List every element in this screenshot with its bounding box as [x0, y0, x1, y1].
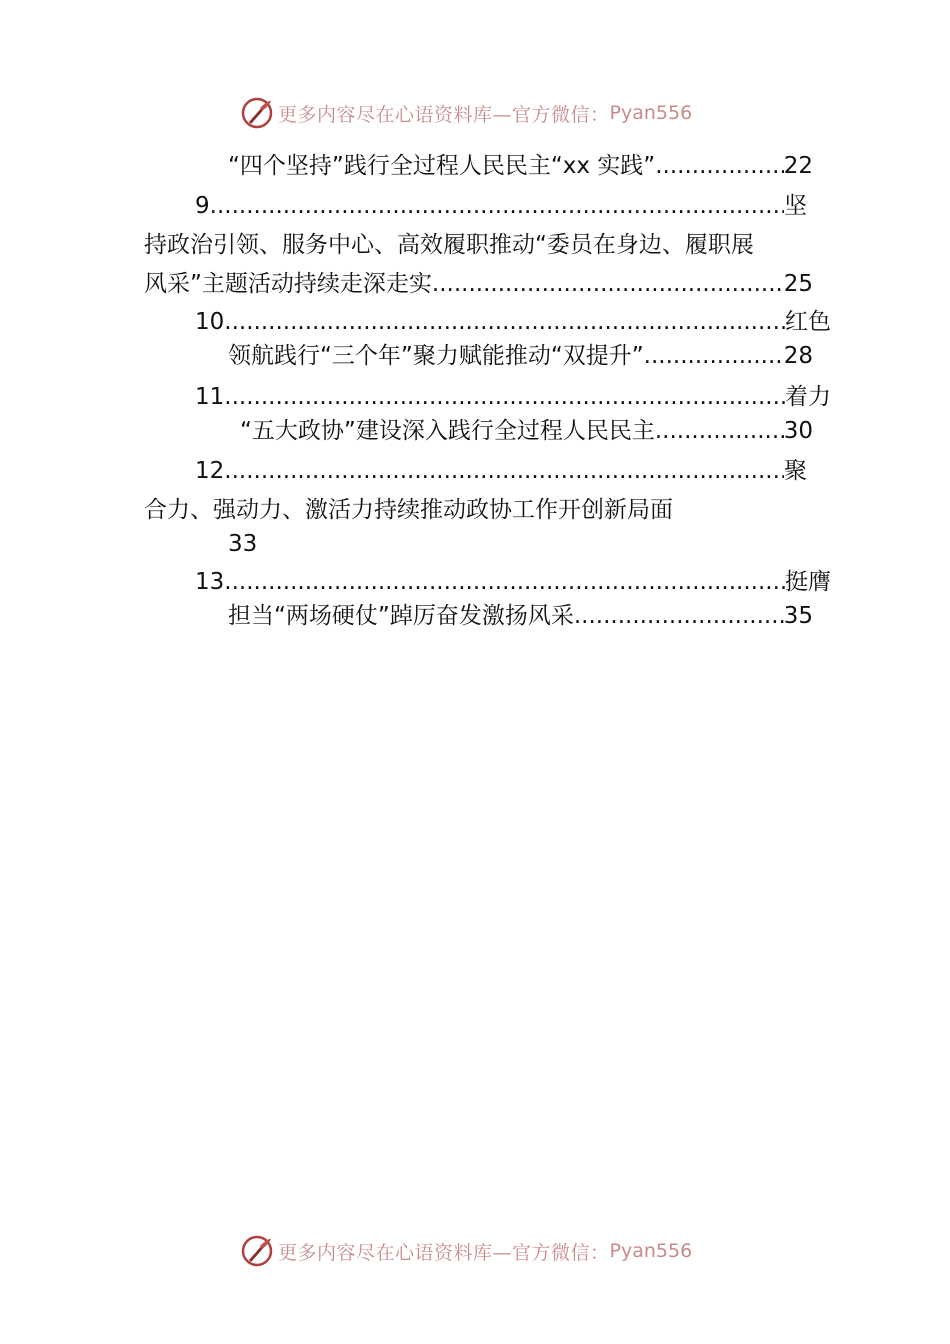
toc-entry-11[interactable]	[195, 382, 831, 412]
toc-entry-number: 10	[195, 309, 225, 335]
toc-entry-13[interactable]	[195, 567, 831, 597]
toc-entry-title: “四个坚持”践行全过程人民民主“xx 实践”	[228, 153, 656, 179]
quill-logo-icon	[240, 1234, 274, 1268]
toc-title-start: 坚	[784, 193, 807, 219]
toc-leader-dots	[224, 456, 784, 486]
toc-entry-title: 领航践行“三个年”聚力赋能推动“双提升”	[228, 343, 644, 369]
toc-entry-title: 担当“两场硬仗”踔厉奋发激扬风采	[228, 603, 574, 629]
toc-entry-number: 13	[195, 569, 225, 595]
toc-leader-dots	[210, 191, 784, 221]
banner-text: 更多内容尽在心语资料库—官方微信：	[278, 1241, 610, 1264]
banner-wechat-id: Pyan556	[609, 1240, 693, 1262]
toc-entry-12-line2: 合力、强动力、激活力持续推动政协工作开创新局面	[144, 497, 673, 523]
toc-leader-dots	[655, 151, 784, 181]
toc-leader-dots	[224, 382, 785, 412]
toc-leader-dots	[574, 601, 784, 631]
toc-leader-dots	[224, 307, 785, 337]
toc-entry-9-line3[interactable]	[144, 269, 813, 299]
toc-leader-dots	[644, 341, 784, 371]
toc-entry-8[interactable]	[228, 151, 813, 181]
toc-page-number: 28	[783, 343, 813, 369]
toc-entry-number: 12	[195, 458, 225, 484]
toc-entry-9[interactable]	[195, 191, 807, 221]
footer-banner	[240, 1233, 692, 1269]
toc-entry-10[interactable]	[195, 307, 831, 337]
banner-text: 更多内容尽在心语资料库—官方微信：	[278, 103, 610, 126]
toc-title-start: 聚	[784, 458, 807, 484]
toc-entry-title: “五大政协”建设深入践行全过程人民民主	[240, 418, 655, 444]
toc-entry-10-line2[interactable]	[228, 341, 813, 371]
toc-entry-13-line2[interactable]	[228, 601, 813, 631]
header-banner	[240, 95, 692, 131]
toc-leader-dots	[224, 567, 785, 597]
toc-leader-dots	[655, 416, 784, 446]
toc-entry-number: 9	[195, 193, 210, 219]
toc-entry-12[interactable]	[195, 456, 807, 486]
toc-page-number: 25	[783, 271, 813, 297]
toc-entry-12-page[interactable]: 33	[228, 531, 258, 557]
toc-entry-number: 11	[195, 384, 225, 410]
toc-title-start: 挺膺	[785, 569, 831, 595]
toc-title-start: 着力	[785, 384, 831, 410]
toc-entry-9-line2: 持政治引领、服务中心、高效履职推动“委员在身边、履职展	[144, 232, 754, 258]
toc-page-number: 30	[783, 418, 813, 444]
toc-page-number: 35	[783, 603, 813, 629]
quill-logo-icon	[240, 96, 274, 130]
toc-leader-dots	[432, 269, 784, 299]
toc-entry-title: 风采”主题活动持续走深走实	[144, 271, 432, 297]
toc-page-number: 22	[783, 153, 813, 179]
banner-wechat-id: Pyan556	[609, 102, 693, 124]
toc-title-start: 红色	[785, 309, 831, 335]
toc-entry-11-line2[interactable]	[240, 416, 813, 446]
